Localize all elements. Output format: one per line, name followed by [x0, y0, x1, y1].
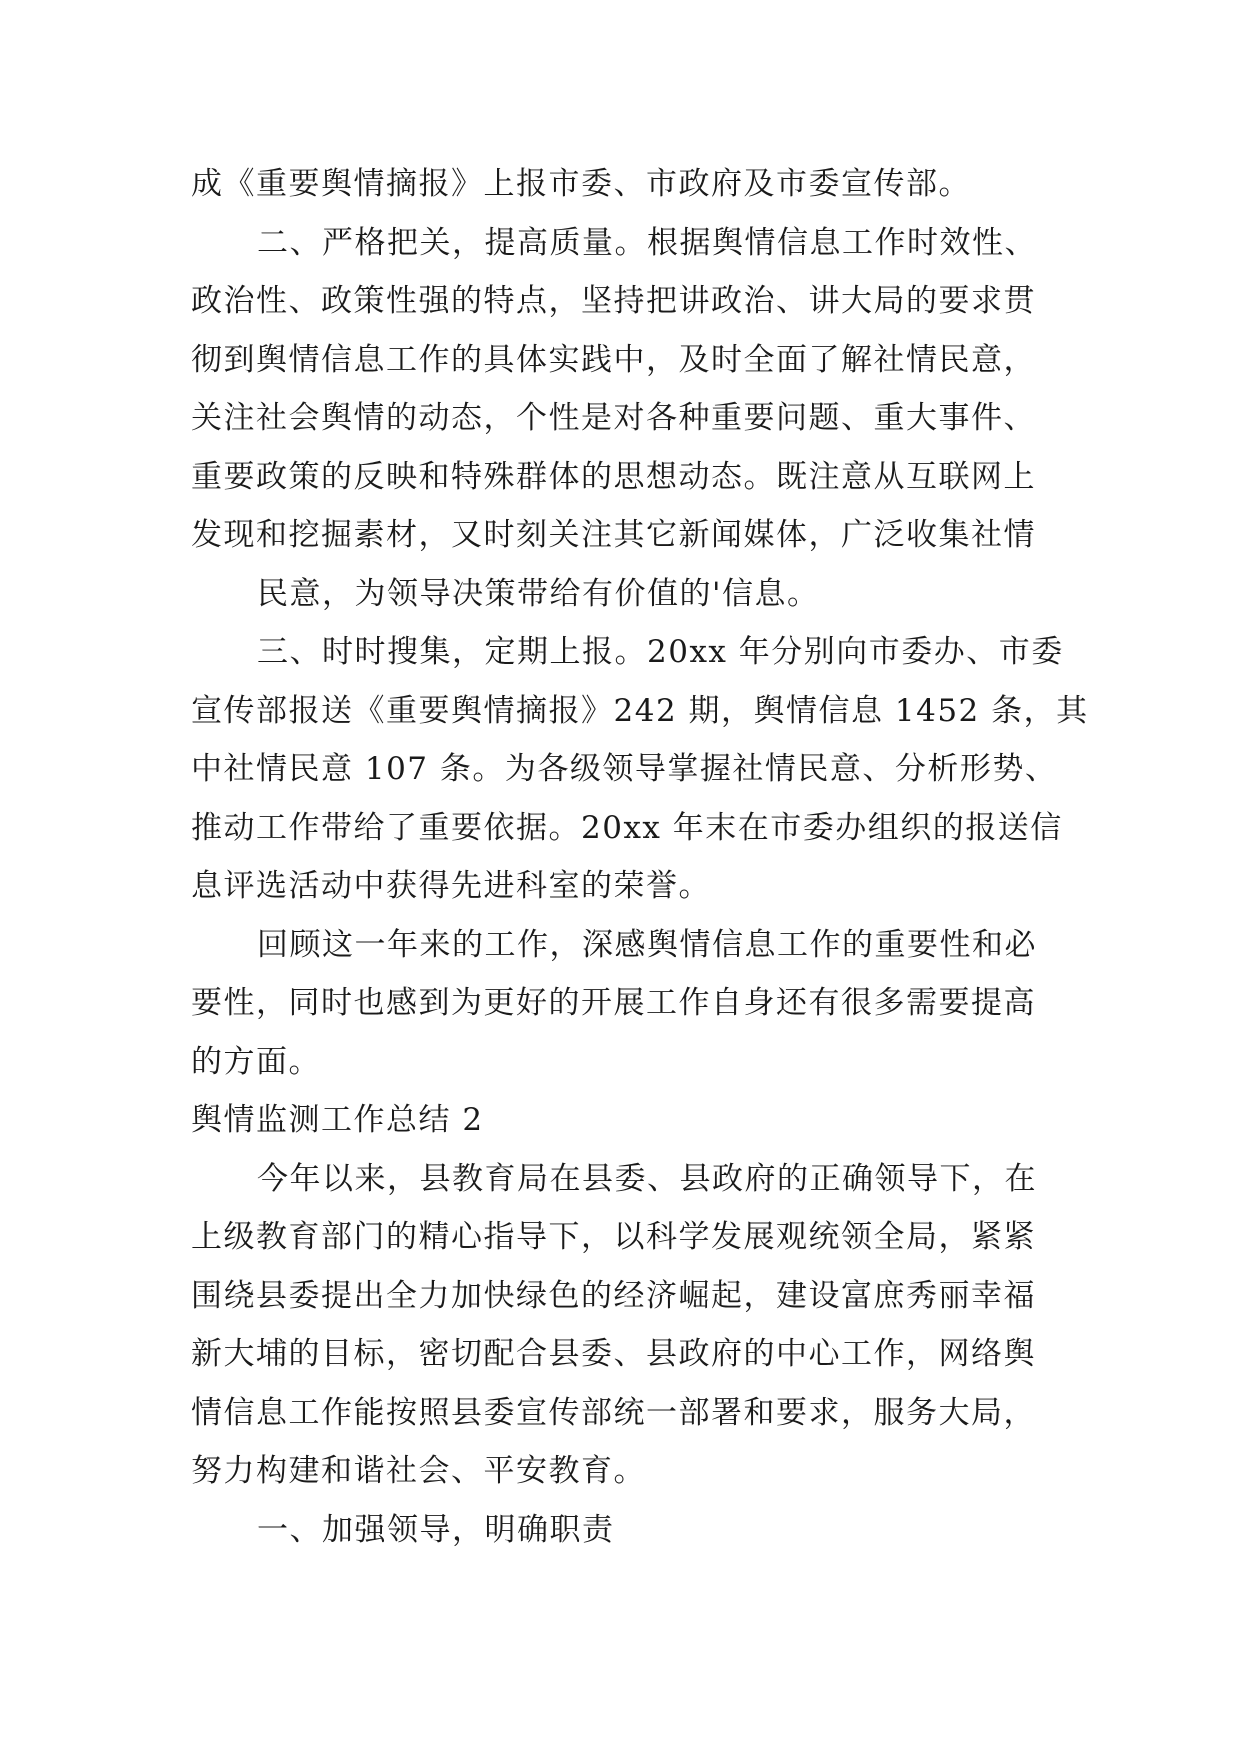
text-line: 回顾这一年来的工作，深感舆情信息工作的重要性和必 — [257, 926, 1037, 963]
text-line: 努力构建和谐社会、平安教育。 — [191, 1453, 646, 1489]
text-line: 的方面。 — [191, 1043, 321, 1080]
text-line: 成《重要舆情摘报》上报市委、市政府及市委宣传部。 — [191, 166, 971, 202]
paragraph-heading: 三、时时搜集，定期上报。20xx 年分别向市委办、市委 — [257, 634, 1064, 670]
text-line: 新大埔的目标，密切配合县委、县政府的中心工作，网络舆 — [191, 1336, 1036, 1372]
text-line: 政治性、政策性强的特点，坚持把讲政治、讲大局的要求贯 — [191, 283, 1036, 319]
paragraph-heading: 二、严格把关，提高质量。根据舆情信息工作时效性、 — [257, 224, 1037, 261]
text-line: 关注社会舆情的动态，个性是对各种重要问题、重大事件、 — [191, 400, 1036, 436]
text-line: 彻到舆情信息工作的具体实践中，及时全面了解社情民意， — [191, 341, 1036, 378]
text-line: 息评选活动中获得先进科室的荣誉。 — [191, 868, 711, 904]
text-line: 上级教育部门的精心指导下，以科学发展观统领全局，紧紧 — [191, 1219, 1036, 1255]
text-line: 重要政策的反映和特殊群体的思想动态。既注意从互联网上 — [191, 458, 1036, 495]
text-line: 要性，同时也感到为更好的开展工作自身还有很多需要提高 — [191, 985, 1036, 1021]
text-line: 推动工作带给了重要依据。20xx 年末在市委办组织的报送信 — [191, 809, 1063, 846]
text-line: 今年以来，县教育局在县委、县政府的正确领导下，在 — [257, 1160, 1037, 1197]
text-line: 宣传部报送《重要舆情摘报》242 期，舆情信息 1452 条，其 — [191, 692, 1089, 729]
text-line: 情信息工作能按照县委宣传部统一部署和要求，服务大局， — [191, 1394, 1036, 1431]
section-title: 舆情监测工作总结 2 — [191, 1102, 484, 1138]
text-line: 围绕县委提出全力加快绿色的经济崛起，建设富庶秀丽幸福 — [191, 1277, 1036, 1314]
text-line: 中社情民意 107 条。为各级领导掌握社情民意、分析形势、 — [191, 751, 1058, 787]
text-line: 发现和挖掘素材，又时刻关注其它新闻媒体，广泛收集社情 — [191, 517, 1036, 553]
document-body — [191, 155, 1089, 1559]
paragraph-heading: 一、加强领导，明确职责 — [257, 1511, 615, 1548]
text-line: 民意，为领导决策带给有价值的'信息。 — [257, 575, 820, 612]
